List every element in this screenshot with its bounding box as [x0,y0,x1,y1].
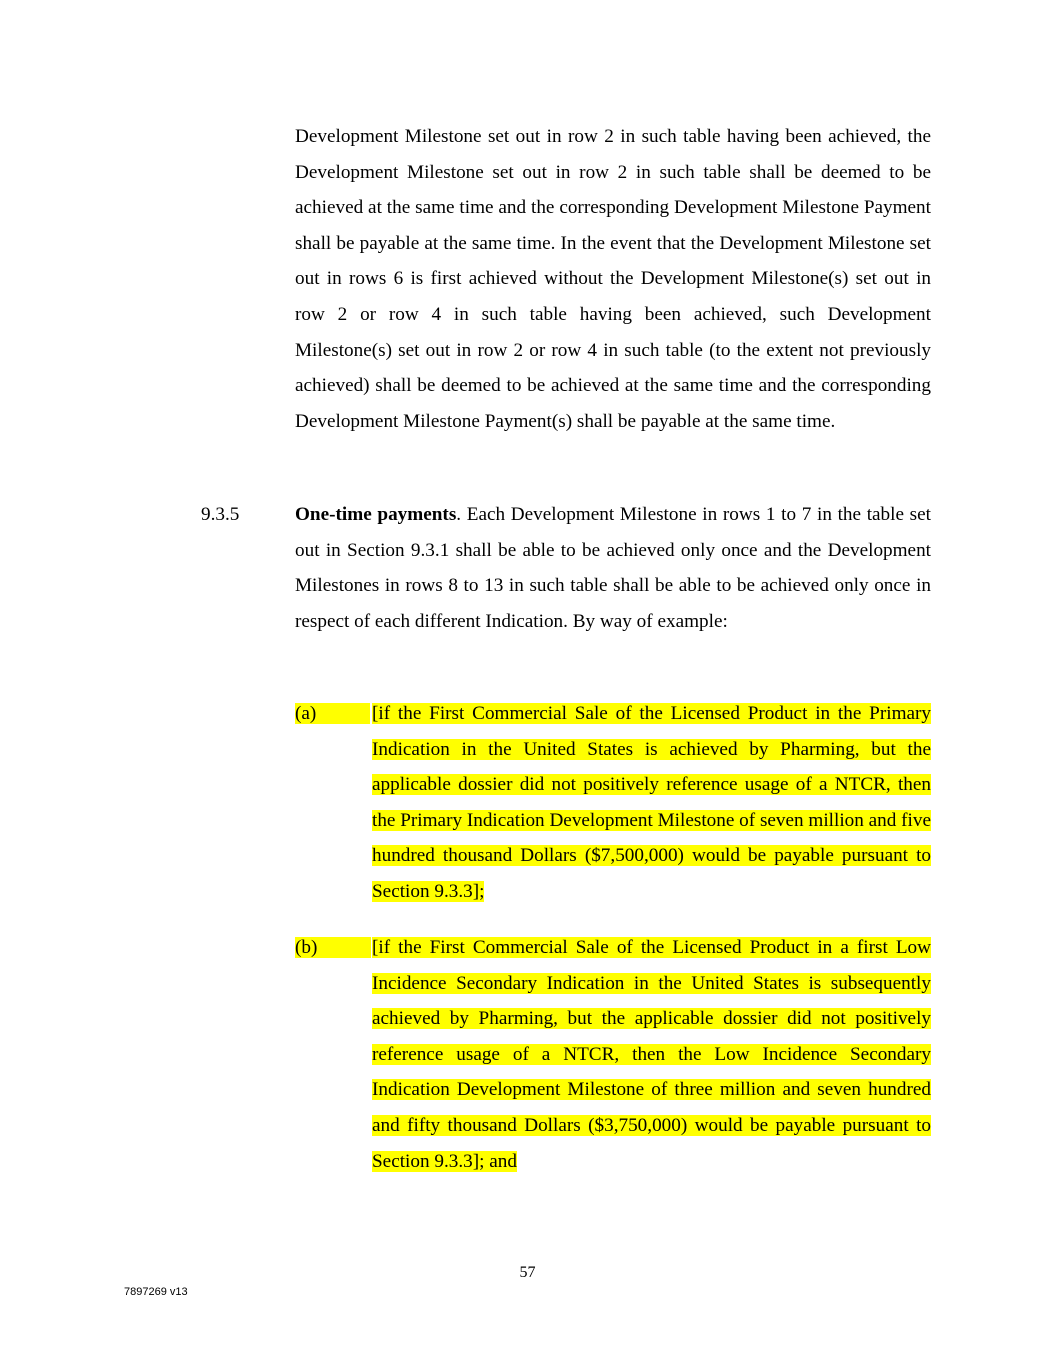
list-item-a [372,696,931,910]
list-item-b-text: [if the First Commercial Sale of the Licensed Product in a first Low Incidence Secondary Indication in the United States is subsequently achieved by Pharming, but the applicable dossier did not positively reference usage of a NTCR, then the Low Incidence Secondary Indication Development Milestone of three million and seven hundred and fifty thousand Dollars ($3,750,000) would be payable pursuant to Section 9.3.3]; and [372,937,931,1172]
section-body-text: Each Development Milestone in rows 1 to 7 in the table set out in Section 9.3.1 shall be able to be achieved only once and the Development Milestones in rows 8 to 13 in such table shall be able to be achieved only once in respect of each different Indication. By way of example: [295,504,931,632]
document-reference: 7897269 v13 [124,1286,188,1298]
section-number: 9.3.5 [201,504,240,525]
section-heading: One-time payments [295,504,457,525]
page-number: 57 [519,1264,536,1281]
list-item-label-b [295,930,371,966]
list-item-label-a [295,696,370,732]
section-paragraph [295,497,931,639]
list-item-a-text: [if the First Commercial Sale of the Licensed Product in the Primary Indication in the United States is achieved by Pharming, but the applicable dossier did not positively reference usage of a NTCR, then the Primary Indication Development Milestone of seven million and five hundred thousand Dollars ($7,500,000) would be payable pursuant to Section 9.3.3]; [372,703,931,902]
section-heading-punct: . [456,504,462,525]
continuation-paragraph: Development Milestone set out in row 2 in such table having been achieved, the Development Milestone set out in row 2 in such table shall be deemed to be achieved at the same time and the corresponding Development Milestone Payment shall be payable at the same time. In the event that the Development Milestone set out in rows 6 is first achieved without the Development Milestone(s) set out in row 2 or row 4 in such table having been achieved, such Development Milestone(s) set out in row 2 or row 4 in such table (to the extent not previously achieved) shall be deemed to be achieved at the same time and the corresponding Development Milestone Payment(s) shall be payable at the same time. [295,126,931,432]
list-item-label-a-text: (a) [295,703,370,724]
list-item-label-b-text: (b) [295,937,371,958]
list-item-b [372,930,931,1179]
